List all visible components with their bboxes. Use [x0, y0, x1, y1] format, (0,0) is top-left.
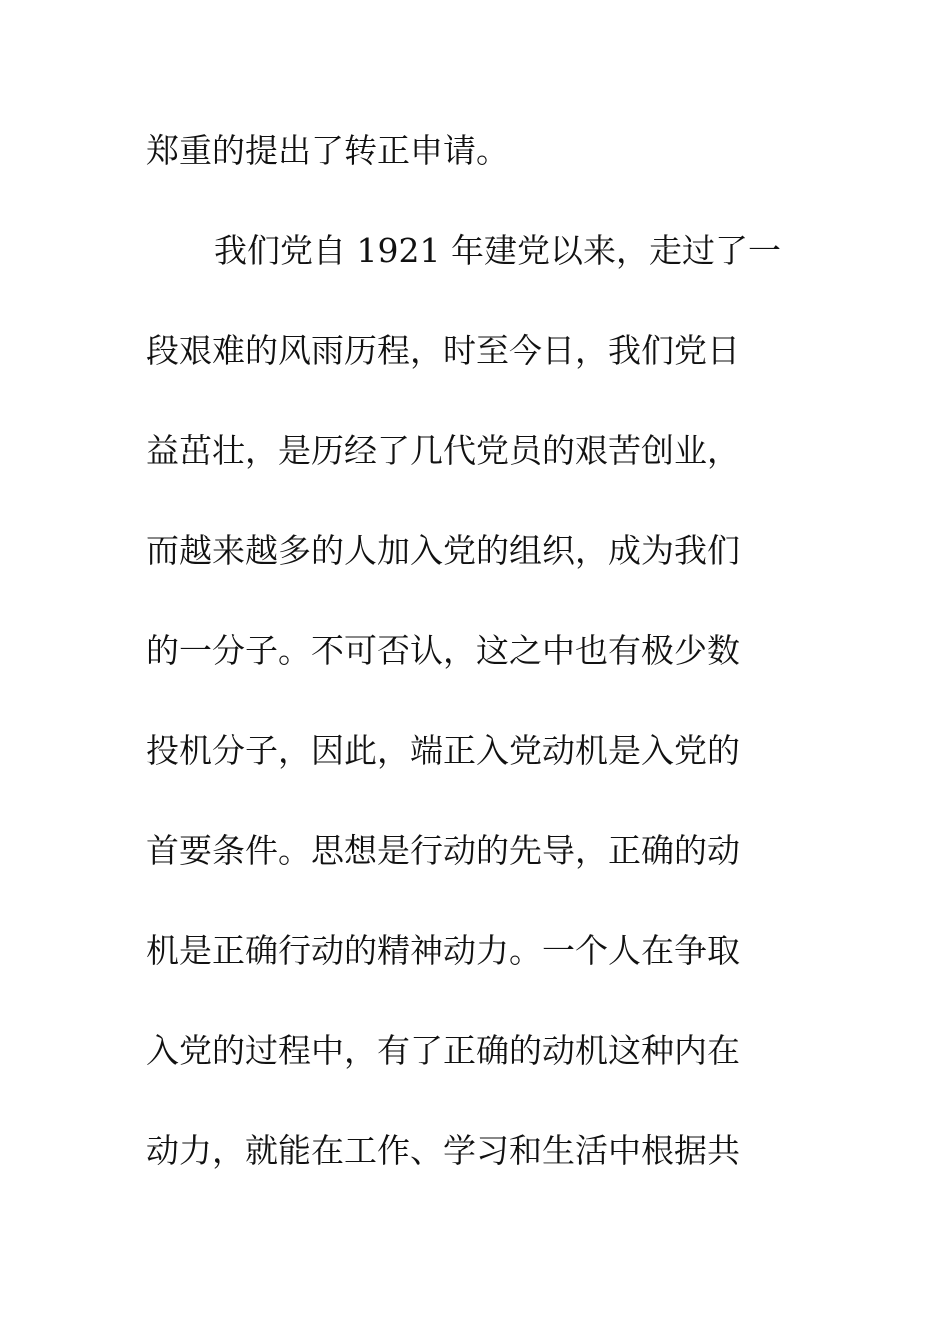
text-line-4: 益茁壮，是历经了几代党员的艰苦创业， — [146, 431, 740, 470]
text-line-7: 投机分子，因此，端正入党动机是入党的 — [146, 731, 740, 770]
text-line-11: 动力，就能在工作、学习和生活中根据共 — [146, 1131, 740, 1170]
text-line-8: 首要条件。思想是行动的先导，正确的动 — [146, 831, 740, 870]
text-line-5: 而越来越多的人加入党的组织，成为我们 — [146, 531, 740, 570]
text-line-1: 郑重的提出了转正申请。 — [146, 131, 509, 170]
text-line-10: 入党的过程中，有了正确的动机这种内在 — [146, 1031, 740, 1070]
text-line-9: 机是正确行动的精神动力。一个人在争取 — [146, 931, 740, 970]
text-line-6: 的一分子。不可否认，这之中也有极少数 — [146, 631, 740, 670]
text-line-3: 段艰难的风雨历程，时至今日，我们党日 — [146, 331, 740, 370]
paragraph-first-line: 我们党自 1921 年建党以来，走过了一 — [214, 231, 781, 270]
